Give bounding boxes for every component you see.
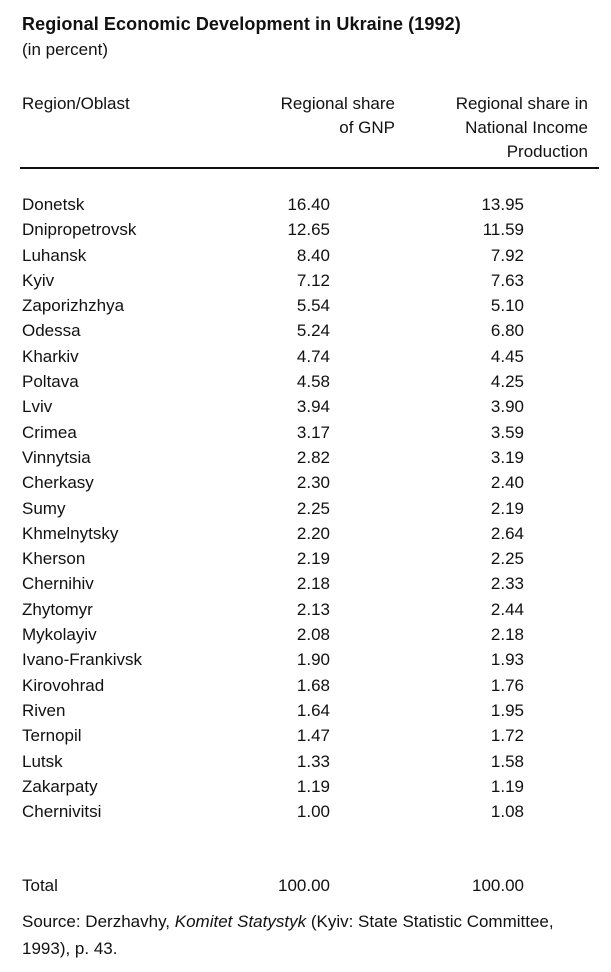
table-row (0, 701, 611, 726)
source-prefix: Source: Derzhavhy, (22, 912, 175, 931)
table-subtitle: (in percent) (22, 40, 108, 59)
national-income-share-cell: 2.64 (490, 523, 524, 543)
national-income-share-cell: 2.40 (490, 473, 524, 493)
region-cell: Kharkiv (22, 346, 79, 366)
gnp-share-cell: 5.54 (296, 296, 330, 316)
region-cell: Dnipropetrovsk (22, 220, 137, 240)
gnp-share-cell: 4.58 (296, 372, 330, 392)
table-row (0, 676, 611, 701)
total-gnp: 100.00 (278, 876, 330, 895)
region-cell: Kyiv (22, 270, 55, 290)
table-title: Regional Economic Development in Ukraine (1992) (22, 14, 461, 34)
region-cell: Kherson (22, 549, 86, 569)
gnp-share-cell: 2.19 (296, 549, 330, 569)
national-income-share-cell: 1.95 (490, 700, 524, 720)
gnp-share-cell: 2.08 (296, 625, 330, 645)
gnp-share-cell: 1.33 (296, 751, 330, 771)
gnp-share-cell: 2.25 (296, 498, 330, 518)
gnp-share-cell: 1.47 (296, 726, 330, 746)
region-cell: Poltava (22, 372, 79, 392)
table-row (0, 246, 611, 271)
region-cell: Lviv (22, 397, 53, 417)
region-cell: Sumy (22, 498, 66, 518)
column-header-nip-line: Regional share in (455, 94, 588, 113)
table-row (0, 448, 611, 473)
national-income-share-cell: 7.92 (490, 245, 524, 265)
gnp-share-cell: 4.74 (296, 346, 330, 366)
table-row (0, 549, 611, 574)
region-cell: Zaporizhzhya (22, 296, 125, 316)
region-cell: Chernihiv (22, 574, 94, 594)
table-row (0, 752, 611, 777)
total-row (0, 876, 611, 901)
national-income-share-cell: 2.33 (490, 574, 524, 594)
national-income-share-cell: 7.63 (490, 270, 524, 290)
column-header-nip-line: Production (506, 142, 588, 161)
column-header-gnp-line: of GNP (339, 118, 395, 137)
national-income-share-cell: 13.95 (481, 195, 524, 214)
region-cell: Khmelnytsky (22, 523, 119, 543)
table-row (0, 296, 611, 321)
national-income-share-cell: 2.19 (490, 498, 524, 518)
table-body (0, 195, 611, 827)
region-cell: Ternopil (22, 726, 82, 746)
column-header-gnp (215, 92, 395, 140)
gnp-share-cell: 3.17 (296, 422, 330, 442)
gnp-share-cell: 2.20 (296, 523, 330, 543)
table-row (0, 574, 611, 599)
national-income-share-cell: 2.25 (490, 549, 524, 569)
national-income-share-cell: 1.76 (490, 675, 524, 695)
region-cell: Vinnytsia (22, 447, 91, 467)
region-cell: Crimea (22, 422, 77, 442)
gnp-share-cell: 8.40 (296, 245, 330, 265)
table-row (0, 802, 611, 827)
table-row (0, 195, 611, 220)
total-label: Total (22, 876, 58, 895)
national-income-share-cell: 2.44 (490, 599, 524, 619)
column-header-nip-line: National Income (465, 118, 588, 137)
column-header-national-income (390, 92, 588, 164)
table-row (0, 524, 611, 549)
region-cell: Chernivitsi (22, 802, 102, 822)
national-income-share-cell: 1.72 (490, 726, 524, 746)
region-cell: Donetsk (22, 195, 85, 214)
table-row (0, 726, 611, 751)
region-cell: Kirovohrad (22, 675, 105, 695)
region-cell: Luhansk (22, 245, 87, 265)
column-header-region: Region/Oblast (22, 94, 130, 113)
table-row (0, 650, 611, 675)
gnp-share-cell: 5.24 (296, 321, 330, 341)
national-income-share-cell: 1.58 (490, 751, 524, 771)
national-income-share-cell: 6.80 (490, 321, 524, 341)
table-row (0, 499, 611, 524)
national-income-share-cell: 3.19 (490, 447, 524, 467)
table-row (0, 271, 611, 296)
national-income-share-cell: 4.45 (490, 346, 524, 366)
region-cell: Cherkasy (22, 473, 94, 493)
region-cell: Zhytomyr (22, 599, 93, 619)
national-income-share-cell: 1.08 (490, 802, 524, 822)
gnp-share-cell: 2.18 (296, 574, 330, 594)
region-cell: Riven (22, 700, 66, 720)
table-row (0, 372, 611, 397)
region-cell: Odessa (22, 321, 81, 341)
gnp-share-cell: 16.40 (287, 195, 330, 214)
region-cell: Ivano-Frankivsk (22, 650, 142, 670)
gnp-share-cell: 2.30 (296, 473, 330, 493)
national-income-share-cell: 5.10 (490, 296, 524, 316)
gnp-share-cell: 12.65 (287, 220, 330, 240)
source-note (22, 908, 597, 962)
national-income-share-cell: 2.18 (490, 625, 524, 645)
gnp-share-cell: 2.82 (296, 447, 330, 467)
header-divider (20, 167, 599, 169)
national-income-share-cell: 4.25 (490, 372, 524, 392)
national-income-share-cell: 3.59 (490, 422, 524, 442)
national-income-share-cell: 1.93 (490, 650, 524, 670)
table-row (0, 397, 611, 422)
region-cell: Mykolayiv (22, 625, 97, 645)
gnp-share-cell: 1.00 (296, 802, 330, 822)
table-row (0, 321, 611, 346)
gnp-share-cell: 3.94 (296, 397, 330, 417)
table-row (0, 220, 611, 245)
national-income-share-cell: 11.59 (482, 220, 524, 240)
gnp-share-cell: 7.12 (296, 270, 330, 290)
region-cell: Zakarpaty (22, 776, 98, 796)
gnp-share-cell: 1.68 (296, 675, 330, 695)
source-title: Komitet Statystyk (174, 912, 307, 931)
national-income-share-cell: 3.90 (490, 397, 524, 417)
column-header-gnp-line: Regional share (280, 94, 395, 113)
gnp-share-cell: 1.90 (296, 650, 330, 670)
source-suffix: (Kyiv: State Statistic Committee, 1993), p. 43. (22, 912, 554, 958)
gnp-share-cell: 2.13 (296, 599, 330, 619)
table-row (0, 777, 611, 802)
region-cell: Lutsk (22, 751, 63, 771)
table-row (0, 347, 611, 372)
table-row (0, 625, 611, 650)
national-income-share-cell: 1.19 (490, 776, 524, 796)
table-row (0, 600, 611, 625)
gnp-share-cell: 1.64 (296, 700, 330, 720)
table-row (0, 473, 611, 498)
total-national-income: 100.00 (472, 876, 524, 895)
table-row (0, 423, 611, 448)
gnp-share-cell: 1.19 (296, 776, 330, 796)
